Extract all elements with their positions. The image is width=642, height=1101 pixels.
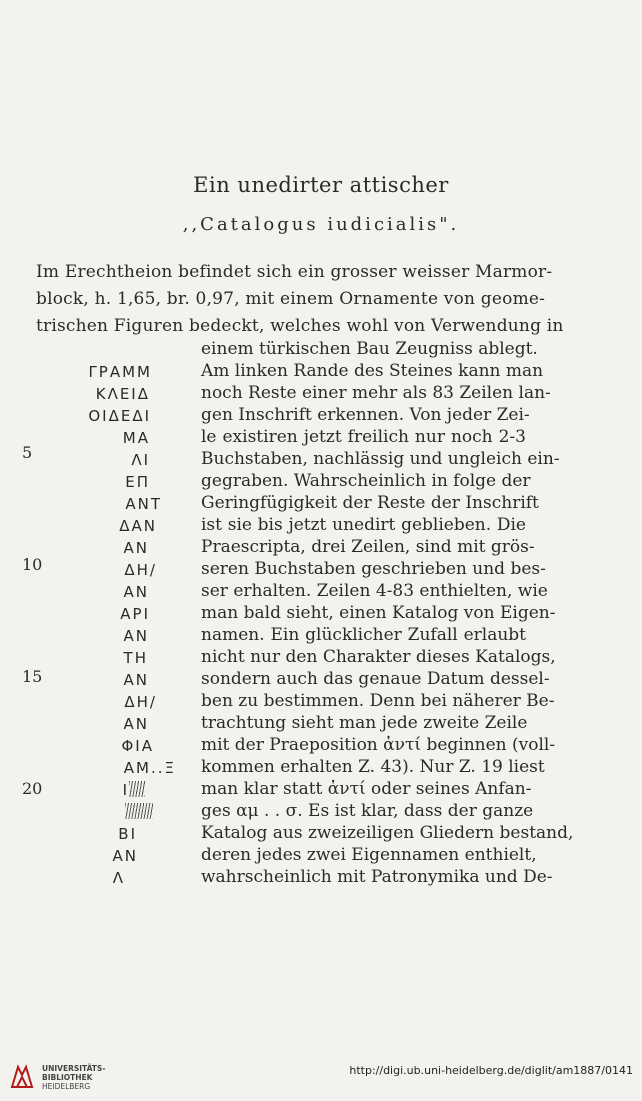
body-line: sondern auch das genaue Datum dessel-	[201, 669, 550, 689]
source-url-link[interactable]: http://digi.ub.uni-heidelberg.de/diglit/am1887/0141	[349, 1064, 633, 1077]
inscription-line: ΕΠ	[125, 473, 150, 491]
body-line: Praescripta, drei Zeilen, sind mit grös-	[201, 537, 535, 557]
body-line: noch Reste einer mehr als 83 Zeilen lan-	[201, 383, 551, 403]
body-line: namen. Ein glücklicher Zufall erlaubt	[201, 625, 526, 645]
inscription-line: ΛΙ	[131, 451, 150, 469]
inscription-line-erased	[25, 803, 153, 821]
inscription-line: ΑΝ	[123, 627, 149, 645]
body-line: ges αμ . . σ. Es ist klar, dass der ganze	[201, 801, 534, 821]
inscription-line: Λ	[112, 869, 125, 887]
body-line: man bald sieht, einen Katalog von Eigen-	[201, 603, 556, 623]
inscription-line: ΤΗ	[123, 649, 148, 667]
logo-text: UNIVERSITÄTS-	[42, 1064, 106, 1073]
line-number: 5	[22, 443, 33, 462]
inscription-line: ΚΛΕΙΔ	[95, 385, 150, 403]
logo-text: HEIDELBERG	[42, 1082, 91, 1091]
body-line: Katalog aus zweizeiligen Gliedern bestand,	[201, 823, 574, 843]
article-subtitle: ,,Catalogus iudicialis".	[182, 214, 460, 235]
body-line: ser erhalten. Zeilen 4-83 enthielten, wie	[201, 581, 548, 601]
body-line: Im Erechtheion befindet sich ein grosser weisser Marmor-	[36, 262, 553, 282]
article-title: Ein unedirter attischer	[193, 173, 449, 197]
inscription-line: ΑΝ	[123, 715, 149, 733]
body-line: gegraben. Wahrscheinlich in folge der	[201, 471, 531, 491]
inscription-line: ΑΜ..Ξ	[123, 759, 176, 777]
inscription-line: ΔΑΝ	[119, 517, 157, 535]
body-line: Geringfügigkeit der Reste der Inschrift	[201, 493, 539, 513]
inscription-line: ΑΝ	[123, 539, 149, 557]
body-line: Buchstaben, nachlässig und ungleich ein-	[201, 449, 560, 469]
library-emblem-icon	[8, 1063, 36, 1091]
line-number: 15	[22, 667, 43, 686]
body-line: gen Inschrift erkennen. Von jeder Zei-	[201, 405, 530, 425]
inscription-line: ΑΝ	[123, 583, 149, 601]
body-line: trischen Figuren bedeckt, welches wohl von Verwendung in	[36, 316, 564, 336]
library-logo	[8, 1061, 138, 1095]
body-line: deren jedes zwei Eigennamen enthielt,	[201, 845, 537, 865]
inscription-line: ΒΙ	[118, 825, 137, 843]
line-number: 10	[22, 555, 43, 574]
inscription-line: ΑΝ	[123, 671, 149, 689]
inscription-line: ΑΡΙ	[120, 605, 150, 623]
erased-area	[129, 781, 145, 797]
body-line: Am linken Rande des Steines kann man	[201, 361, 544, 381]
inscription-line: ΦΙΑ	[121, 737, 154, 755]
inscription-line: ΓΡΑΜΜ	[88, 363, 152, 381]
body-line: seren Buchstaben geschrieben und bes-	[201, 559, 546, 579]
body-line: trachtung sieht man jede zweite Zeile	[201, 713, 528, 733]
body-line: block, h. 1,65, br. 0,97, mit einem Ornamente von geome-	[36, 289, 546, 309]
body-line: le existiren jetzt freilich nur noch 2-3	[201, 427, 526, 447]
body-line: mit der Praeposition ἀντί beginnen (voll-	[201, 735, 556, 755]
inscription-line: ΔΗ/	[124, 561, 157, 579]
body-line: man klar statt ἀντί oder seines Anfan-	[201, 779, 532, 799]
body-line: ben zu bestimmen. Denn bei näherer Be-	[201, 691, 555, 711]
body-line: wahrscheinlich mit Patronymika und De-	[201, 867, 553, 887]
body-line: ist sie bis jetzt unedirt geblieben. Die	[201, 515, 526, 535]
inscription-line: ΑΝΤ	[125, 495, 162, 513]
body-line: nicht nur den Charakter dieses Katalogs,	[201, 647, 556, 667]
body-line: einem türkischen Bau Zeugniss ablegt.	[201, 339, 538, 359]
inscription-line: ΔΗ/	[124, 693, 157, 711]
inscription-line: ΟΙΔΕΔΙ	[88, 407, 151, 425]
line-number: 20	[22, 779, 43, 798]
inscription-line-erased: I	[24, 781, 145, 799]
erased-area	[125, 803, 153, 819]
body-line: kommen erhalten Z. 43). Nur Z. 19 liest	[201, 757, 545, 777]
inscription-line: ΑΝ	[112, 847, 138, 865]
inscription-line: ΜΑ	[122, 429, 150, 447]
logo-text: BIBLIOTHEK	[42, 1073, 93, 1082]
